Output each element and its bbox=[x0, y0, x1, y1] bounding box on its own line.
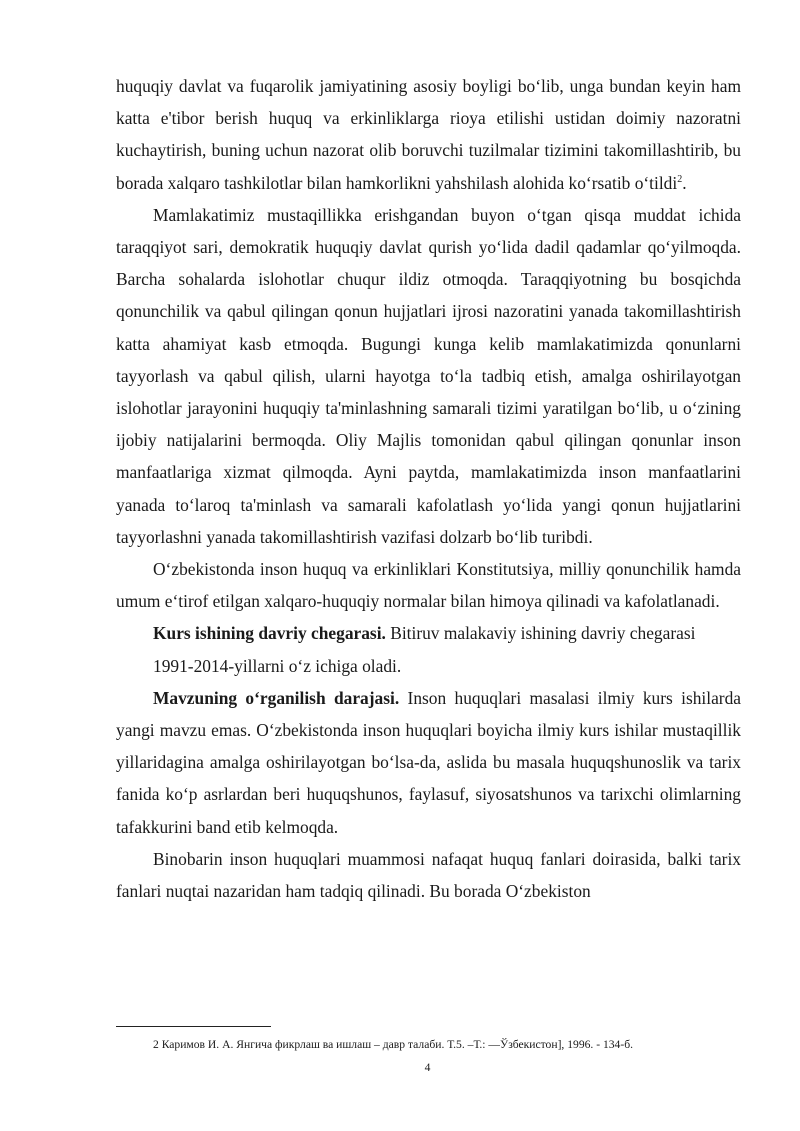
footnote-reference[interactable]: 2 bbox=[677, 173, 683, 185]
paragraph-3: O‘zbekistonda inson huquq va erkinliklari Konstitutsiya, milliy qonunchilik hamda umum e‘tirof etilgan xalqaro-huquqiy normalar bilan himoya qilinadi va kafolatlanadi. bbox=[116, 559, 741, 612]
footnote-divider bbox=[116, 1026, 271, 1027]
paragraph-6: Binobarin inson huquqlari muammosi nafaqat huquq fanlari doirasida, balki tarix fanlari nuqtai nazaridan ham tadqiq qilinadi. Bu borada O‘zbekiston bbox=[116, 848, 741, 902]
paragraph-1-text: huquqiy davlat va fuqarolik jamiyatining asosiy boyligi bo‘lib, unga bundan keyin ham katta e'tibor berish huquq va erkinliklarga rioya etilishi ustidan doimiy nazoratni kuchaytirish, buning uchun nazorat olib boruvchi tuzilmalar tizimini takomillashtirib, bu borada xalqaro tashkilotlar bilan hamkorlikni yahshilash alohida ko‘rsatib o‘tildi bbox=[116, 76, 741, 193]
paragraph-5-text: Inson huquqlari masalasi ilmiy kurs ishilarda yangi mavzu emas. O‘zbekistonda inson huquqlari boyicha ilmiy kurs ishilar mustaqillik yillaridagina amalga oshirilayotgan bo‘lsa-da, aslida bu masala huquqshunoslik va tarix fanida ko‘p asrlardan beri huquqshunos, faylasuf, siyosatshunos va tarixchi olimlarning tafakkurini band etib kelmoqda. bbox=[116, 687, 741, 837]
paragraph-2: Mamlakatimiz mustaqillikka erishgandan buyon o‘tgan qisqa muddat ichida taraqqiyot sari, demokratik huquqiy davlat qurish yo‘lida dadil qadamlar qo‘yilmoqda. Barcha sohalarda islohotlar chuqur ildiz otmoqda. Taraqqiyotning bu bosqichda qonunchilik va qabul qilingan qonun hujjatlari ijrosi nazoratini yanada takomillashtirish katta ahamiyat kasb etmoqda. Bugungi kunga kelib mamlakatimizda qonunlarni tayyorlash va qabul qilish, ularni hayotga to‘la tadbiq etish, amalga oshirilayotgan islohotlar jarayonini huquqiy ta'minlashning samarali tizimi yaratilgan bo‘lib, u o‘zining ijobiy natijalarini bermoqda. Oliy Majlis tomonidan qabul qilingan qonunlar inson manfaatlariga xizmat qilmoqda. Ayni paytda, mamlakatimizda inson manfaatlarini yanada to‘laroq ta'minlash va samarali kafolatlash yo‘lida yangi qonun hujjatlarini tayyorlashni yanada takomillashtirish vazifasi dolzarb bo‘lib turibdi. bbox=[116, 204, 741, 547]
paragraph-5 bbox=[116, 682, 741, 843]
footnote: 2 Каримов И. А. Янгича фикрлаш ва ишлаш – давр талаби. Т.5. –Т.: —Ўзбекистон], 1996. - 134-б. bbox=[153, 1038, 634, 1051]
paragraph-4 bbox=[116, 617, 741, 649]
section-heading-study-level: Mavzuning o‘rganilish darajasi. bbox=[153, 687, 400, 708]
paragraph-1 bbox=[116, 70, 741, 199]
paragraph-4-text: Bitiruv malakaviy ishining davriy chegarasi bbox=[385, 623, 696, 644]
paragraph-1-end: . bbox=[682, 172, 687, 193]
paragraph-4-line-2: 1991-2014-yillarni o‘z ichiga oladi. bbox=[153, 655, 402, 676]
section-heading-time-scope: Kurs ishining davriy chegarasi. bbox=[153, 623, 386, 644]
body-text bbox=[116, 70, 741, 907]
page-number: 4 bbox=[424, 1061, 431, 1074]
